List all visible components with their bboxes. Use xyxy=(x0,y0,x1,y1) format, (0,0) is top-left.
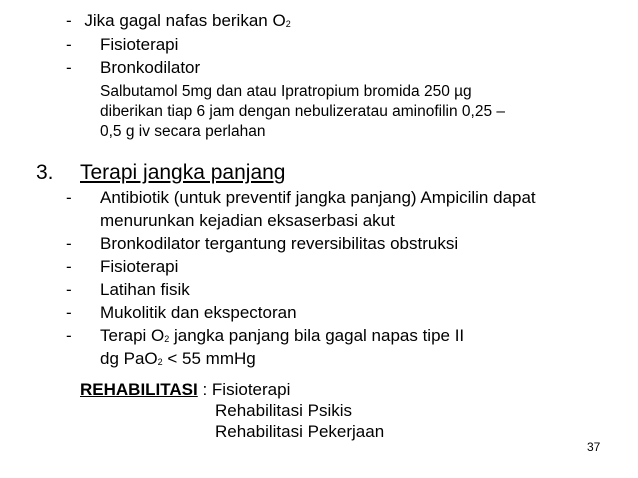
dash: - xyxy=(66,280,72,299)
item-text-antibiotik: Antibiotik (untuk preventif jangka panjang) Ampicilin dapat xyxy=(100,188,536,207)
dash: - xyxy=(66,58,72,77)
item-text-bronkodilator: Bronkodilator xyxy=(100,58,201,77)
dash: - xyxy=(66,35,72,54)
item-text-terapi-o2 xyxy=(100,326,464,346)
list-item-bronkodilator xyxy=(66,58,72,78)
pao2-pre: dg PaO xyxy=(100,349,158,368)
subscript-2: 2 xyxy=(157,357,163,367)
item-text-fisioterapi-top: Fisioterapi xyxy=(100,35,179,54)
list-item-fisioterapi-top xyxy=(66,35,72,55)
dash: - xyxy=(66,257,72,276)
subscript-2: 2 xyxy=(164,334,170,344)
dash: - xyxy=(66,326,72,345)
item-text-fisioterapi-long: Fisioterapi xyxy=(100,257,179,276)
page-number: 37 xyxy=(587,440,601,454)
list-item-gagal-nafas xyxy=(66,11,291,31)
dash: - xyxy=(66,11,72,30)
dash: - xyxy=(66,303,72,322)
item-text-bronkodilator-long: Bronkodilator tergantung reversibilitas obstruksi xyxy=(100,234,459,253)
bronko-detail-line-1: Salbutamol 5mg dan atau Ipratropium bromida 250 µg xyxy=(100,83,472,100)
rehab-item-3: Rehabilitasi Pekerjaan xyxy=(215,422,385,441)
o2-post: jangka panjang bila gagal napas tipe II xyxy=(169,326,465,345)
subscript-2: 2 xyxy=(285,19,291,29)
section-number: 3. xyxy=(36,161,54,184)
item-text-mukolitik: Mukolitik dan ekspectoran xyxy=(100,303,297,322)
bronko-detail-line-3: 0,5 g iv secara perlahan xyxy=(100,123,266,140)
item-text: Jika gagal nafas berikan O xyxy=(84,11,286,30)
item-text-latihan-fisik: Latihan fisik xyxy=(100,280,190,299)
rehab-item-2: Rehabilitasi Psikis xyxy=(215,401,352,420)
pao2-post: < 55 mmHg xyxy=(162,349,256,368)
dash: - xyxy=(66,188,72,207)
bronko-detail-line-2: diberikan tiap 6 jam dengan nebulizeratau aminofilin 0,25 – xyxy=(100,103,505,120)
o2-pre: Terapi O xyxy=(100,326,165,345)
item-text-antibiotik-cont: menurunkan kejadian eksaserbasi akut xyxy=(100,211,395,230)
rehab-label: REHABILITASI xyxy=(80,380,198,399)
section-title: Terapi jangka panjang xyxy=(80,161,286,184)
dash: - xyxy=(66,234,72,253)
rehab-item-1: Fisioterapi xyxy=(211,380,291,399)
rehab-heading xyxy=(80,380,290,400)
rehab-separator: : xyxy=(197,380,212,399)
item-text-pao2 xyxy=(100,349,256,369)
